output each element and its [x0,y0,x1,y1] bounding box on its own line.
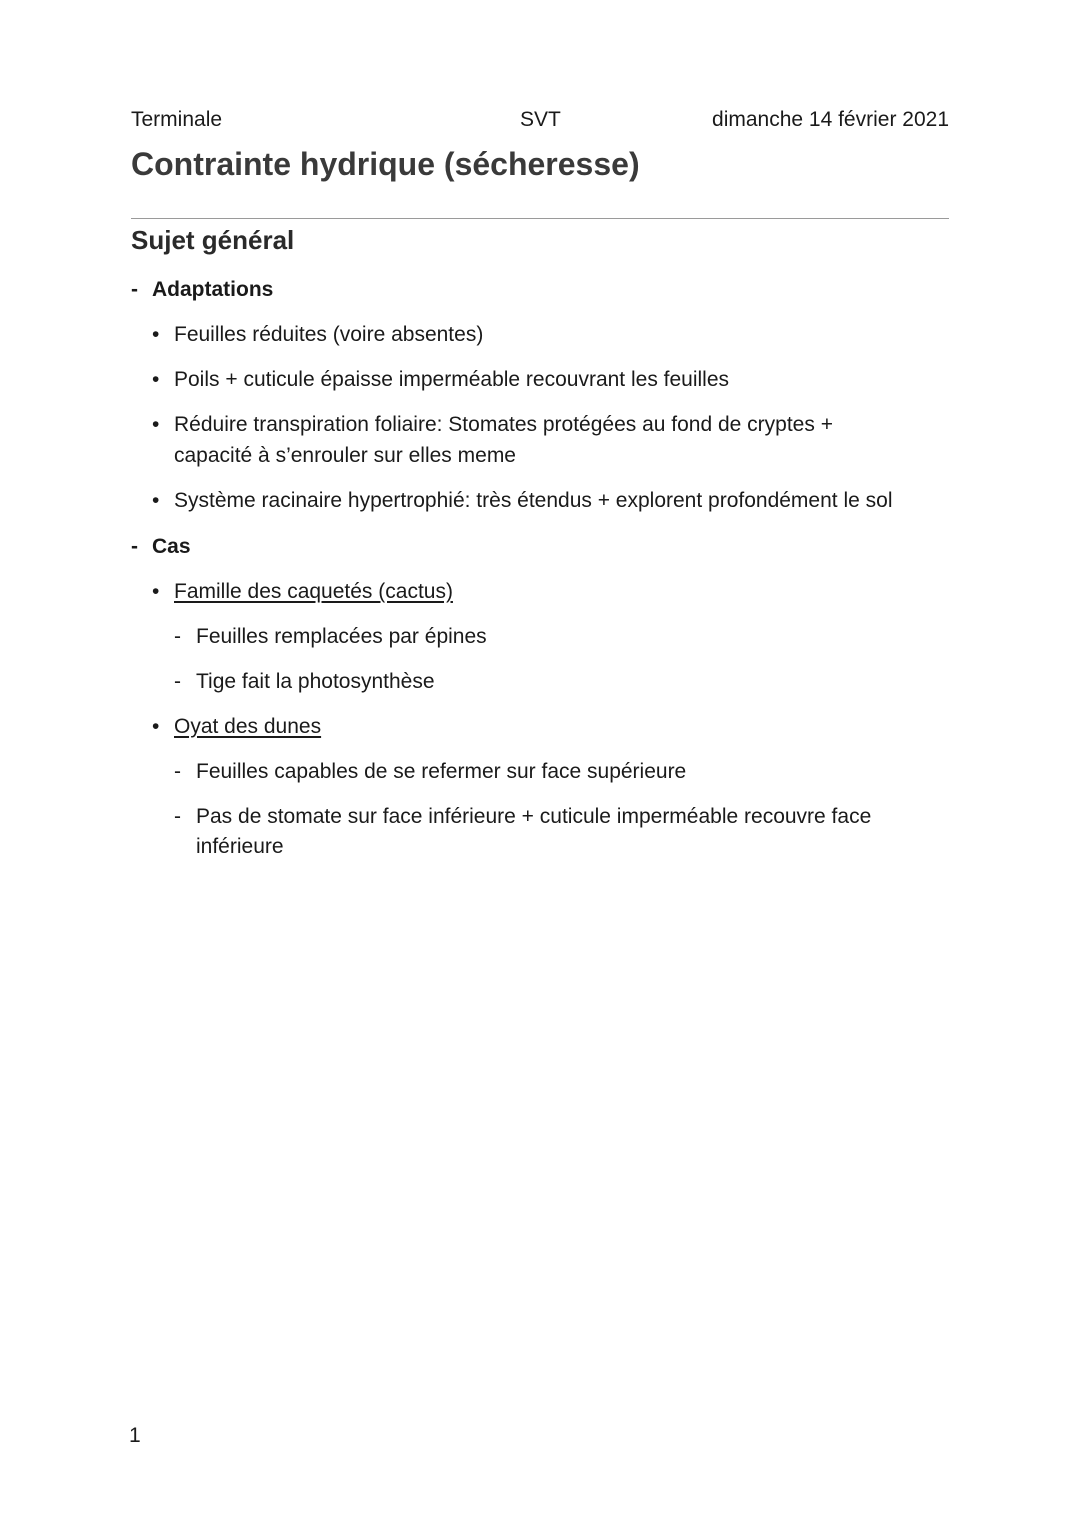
header-class-level: Terminale [131,108,223,131]
dash-marker: - [174,625,181,648]
list-item: Système racinaire hypertrophié: très étendus + explorent profondément le sol [174,489,893,512]
document-title: Contrainte hydrique (sécheresse) [131,146,640,182]
bullet-marker: • [152,715,160,738]
dash-marker: - [174,670,181,693]
list-item-continuation: capacité à s’enrouler sur elles meme [174,444,516,467]
title-divider [131,218,949,219]
sub-list-item: Feuilles remplacées par épines [196,625,487,648]
case-label-cactus: Famille des caquetés (cactus) [174,580,453,603]
bullet-marker: • [152,489,160,512]
sub-list-item-continuation: inférieure [196,835,284,858]
dash-marker: - [174,805,181,828]
bullet-marker: • [152,580,160,603]
page-header [131,108,949,136]
header-subject: SVT [520,108,561,131]
list-item: Réduire transpiration foliaire: Stomates protégées au fond de cryptes + [174,413,833,436]
sub-list-item: Tige fait la photosynthèse [196,670,435,693]
case-label-oyat: Oyat des dunes [174,715,322,738]
group-marker: - [131,278,138,301]
list-item: Poils + cuticule épaisse imperméable recouvrant les feuilles [174,368,730,391]
page-number: 1 [129,1424,141,1447]
section-title: Sujet général [131,225,295,255]
dash-marker: - [174,760,181,783]
sub-list-item: Feuilles capables de se refermer sur face supérieure [196,760,687,783]
header-date: dimanche 14 février 2021 [712,108,949,131]
bullet-marker: • [152,368,160,391]
group-label-cas: Cas [152,535,191,558]
sub-list-item: Pas de stomate sur face inférieure + cuticule imperméable recouvre face [196,805,872,828]
group-marker: - [131,535,138,558]
bullet-marker: • [152,413,160,436]
list-item: Feuilles réduites (voire absentes) [174,323,484,346]
bullet-marker: • [152,323,160,346]
group-label-adaptations: Adaptations [152,278,274,301]
